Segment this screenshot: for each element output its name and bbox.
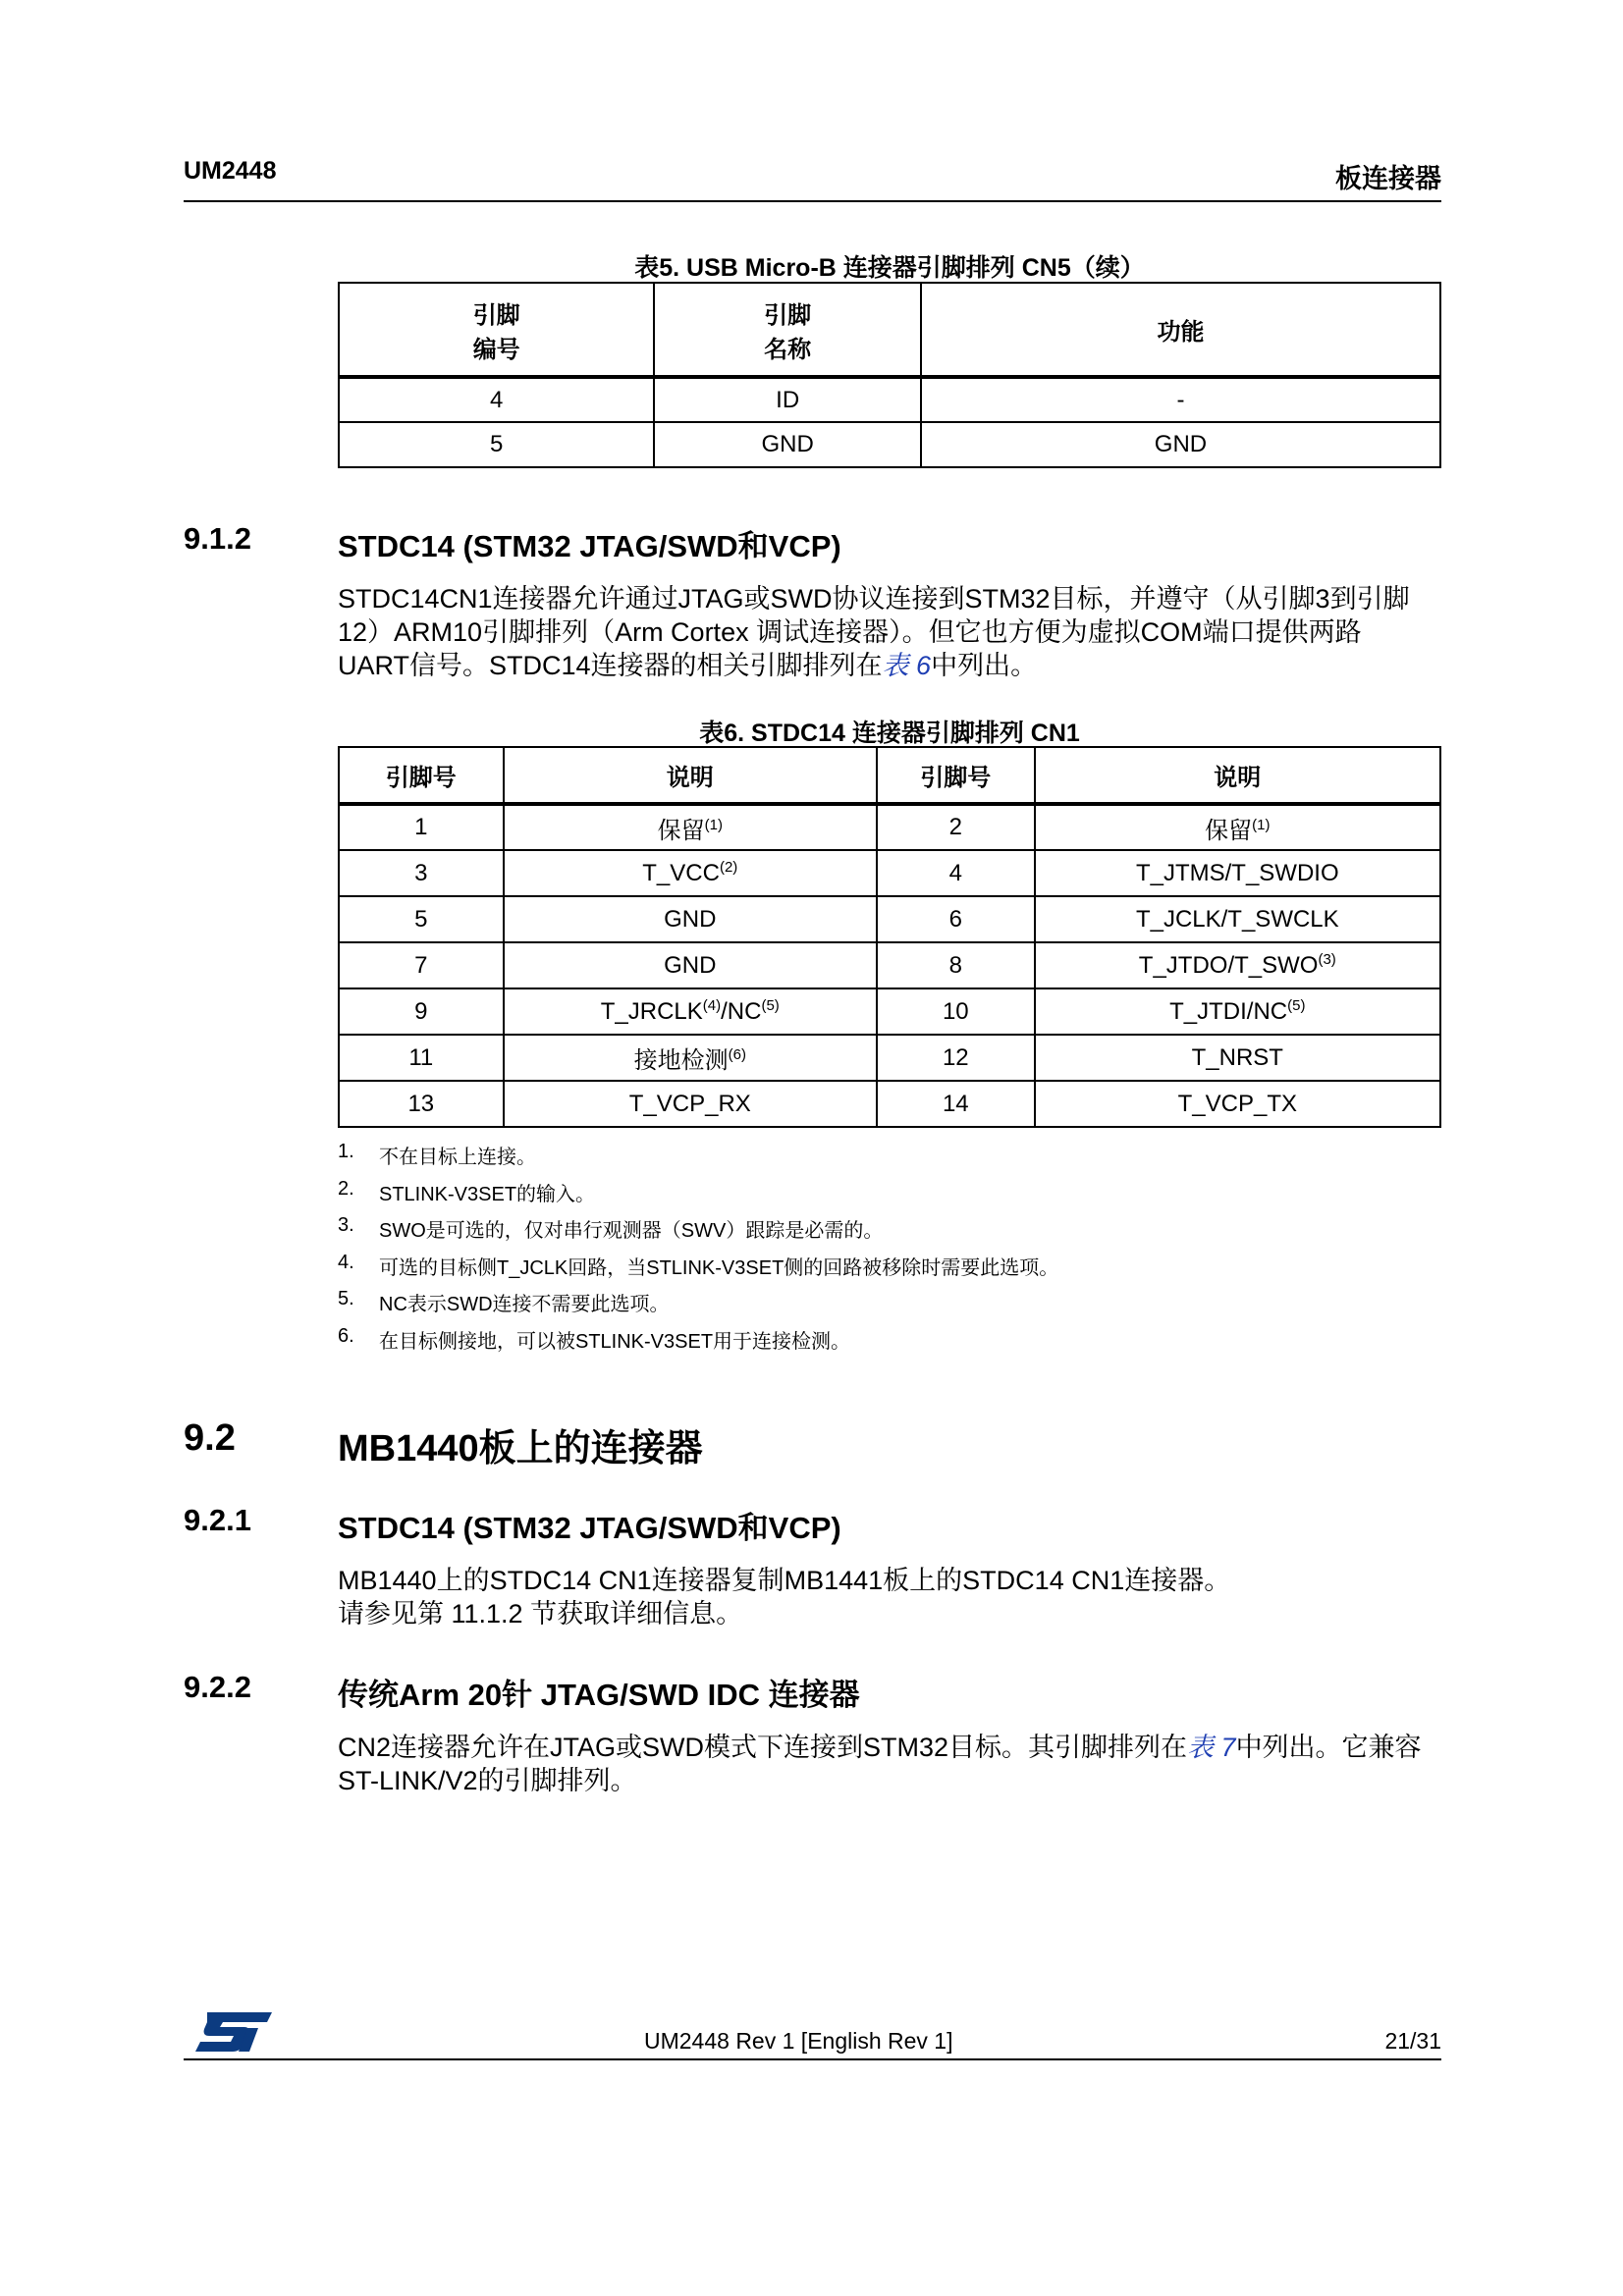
cell-text: T_JTDO/T_SWO [1138, 951, 1319, 979]
footnote-number: 5. [338, 1288, 354, 1309]
paragraph-line [338, 649, 1441, 682]
text: 中列出。 [931, 651, 1038, 680]
text: 中列出。它兼容 [1235, 1733, 1422, 1762]
table6-header-row [339, 747, 1440, 804]
table-cell: 10 [877, 988, 1035, 1035]
table-cell: 2 [877, 804, 1035, 850]
footnote-number: 3. [338, 1214, 354, 1236]
table6-link[interactable]: 表 6 [882, 651, 932, 680]
footnote-ref: (2) [719, 858, 738, 876]
table6-footnotes [338, 1141, 1441, 1362]
table5-header-function: 功能 [921, 283, 1440, 377]
table-cell: T_VCP_RX [504, 1081, 877, 1127]
header-line: 引脚 [472, 301, 520, 329]
table-cell: 11 [339, 1035, 504, 1081]
footnote-number: 6. [338, 1324, 354, 1347]
table-cell: 8 [877, 942, 1035, 988]
section-921-title: STDC14 (STM32 JTAG/SWD和VCP) [338, 1511, 841, 1545]
footnote-number: 1. [338, 1141, 354, 1162]
table-cell: GND [504, 942, 877, 988]
page-header [184, 157, 1441, 202]
section-922-number: 9.2.2 [184, 1670, 251, 1704]
footnote-ref: (1) [704, 816, 723, 833]
table-cell [1035, 942, 1440, 988]
table-cell: GND [654, 422, 921, 467]
table-cell: 4 [877, 850, 1035, 896]
paragraph-line: 请参见第 11.1.2 节获取详细信息。 [338, 1599, 743, 1629]
table6-header-desc-b: 说明 [1035, 747, 1440, 804]
table-cell: - [921, 377, 1440, 422]
table5-header-pin-number [339, 283, 654, 377]
table-cell [1035, 804, 1440, 850]
cell-text: /NC [721, 997, 762, 1025]
table-row [339, 942, 1440, 988]
table-cell: T_JCLK/T_SWCLK [1035, 896, 1440, 942]
table-row [339, 850, 1440, 896]
cell-text: 接地检测 [633, 1047, 729, 1074]
section-922-paragraph [338, 1731, 1441, 1797]
text: UART信号。STDC14连接器的相关引脚排列在 [338, 651, 883, 680]
table-cell: 5 [339, 422, 654, 467]
footnote-text: SWO是可选的，仅对串行观测器（SWV）跟踪是必需的。 [379, 1220, 884, 1242]
section-92-number: 9.2 [184, 1417, 236, 1459]
table6-header-desc-a: 说明 [504, 747, 877, 804]
section-912-paragraph [338, 582, 1441, 682]
paragraph-line: ST-LINK/V2的引脚排列。 [338, 1766, 637, 1795]
table-cell: 4 [339, 377, 654, 422]
table-cell [504, 850, 877, 896]
footer-divider [184, 2058, 1441, 2060]
footnote-number: 4. [338, 1251, 354, 1273]
footnote-ref: (3) [1318, 950, 1336, 968]
footnote-text: NC表示SWD连接不需要此选项。 [379, 1294, 670, 1315]
table-cell [504, 1035, 877, 1081]
section-921-paragraph [338, 1564, 1441, 1630]
table-row [339, 377, 1440, 422]
list-item [338, 1288, 1441, 1325]
table-cell: T_JTMS/T_SWDIO [1035, 850, 1440, 896]
list-item [338, 1325, 1441, 1362]
cell-text: 保留 [657, 817, 705, 844]
table-cell [1035, 988, 1440, 1035]
list-item [338, 1252, 1441, 1289]
text: CN2连接器允许在JTAG或SWD模式下连接到STM32目标。其引脚排列在 [338, 1733, 1188, 1762]
table-row [339, 896, 1440, 942]
section-921-number: 9.2.1 [184, 1503, 251, 1537]
table-cell: T_NRST [1035, 1035, 1440, 1081]
table5-caption: 表5. USB Micro-B 连接器引脚排列 CN5（续） [634, 254, 1145, 282]
document-revision: UM2448 Rev 1 [English Rev 1] [644, 2028, 953, 2054]
header-line: 引脚 [764, 301, 812, 329]
table-cell: 9 [339, 988, 504, 1035]
table-cell: 13 [339, 1081, 504, 1127]
table5-header-row [339, 283, 1440, 377]
table-row [339, 804, 1440, 850]
table-cell [504, 804, 877, 850]
paragraph-line [338, 1731, 1441, 1764]
table6-caption: 表6. STDC14 连接器引脚排列 CN1 [699, 720, 1080, 747]
table-cell: 7 [339, 942, 504, 988]
footnote-text: 可选的目标侧T_JCLK回路，当STLINK-V3SET侧的回路被移除时需要此选项。 [379, 1256, 1059, 1279]
table-cell: 14 [877, 1081, 1035, 1127]
table6-header-pin-a: 引脚号 [339, 747, 504, 804]
table-cell: 5 [339, 896, 504, 942]
footnote-text: STLINK-V3SET的输入。 [379, 1183, 596, 1205]
paragraph-line: STDC14CN1连接器允许通过JTAG或SWD协议连接到STM32目标，并遵守（从引脚3到引脚 [338, 584, 1410, 614]
page-number: 21/31 [1384, 2028, 1441, 2054]
table5-header-pin-name [654, 283, 921, 377]
footnote-ref: (6) [728, 1046, 746, 1063]
footnote-ref: (4) [702, 996, 722, 1014]
paragraph-line: 12）ARM10引脚排列（Arm Cortex 调试连接器）。但它也方便为虚拟COM端口提供两路 [338, 617, 1362, 647]
table-row [339, 1035, 1440, 1081]
cell-text: T_JTDI/NC [1169, 997, 1288, 1025]
table6-header-pin-b: 引脚号 [877, 747, 1035, 804]
header-line: 名称 [764, 336, 812, 363]
table-cell: GND [504, 896, 877, 942]
footnote-ref: (5) [1287, 996, 1306, 1014]
table-row [339, 422, 1440, 467]
table6 [338, 746, 1441, 1128]
paragraph-line: MB1440上的STDC14 CN1连接器复制MB1441板上的STDC14 CN1连接器。 [338, 1566, 1231, 1595]
table-cell: T_VCP_TX [1035, 1081, 1440, 1127]
section-92-title: MB1440板上的连接器 [338, 1428, 703, 1469]
footnote-number: 2. [338, 1177, 354, 1200]
cell-text: T_JRCLK [600, 997, 703, 1025]
table-cell: GND [921, 422, 1440, 467]
footnote-text: 在目标侧接地，可以被STLINK-V3SET用于连接检测。 [379, 1330, 851, 1353]
table-cell: 3 [339, 850, 504, 896]
st-logo-icon [193, 2008, 274, 2054]
table7-link[interactable]: 表 7 [1187, 1733, 1236, 1762]
footnote-text: 不在目标上连接。 [379, 1147, 536, 1168]
table-cell: 1 [339, 804, 504, 850]
cell-text: 保留 [1205, 817, 1253, 844]
header-line: 编号 [472, 336, 520, 363]
table-cell [504, 988, 877, 1035]
list-item [338, 1214, 1441, 1252]
table-row [339, 1081, 1440, 1127]
table-cell: ID [654, 377, 921, 422]
table-row [339, 988, 1440, 1035]
list-item [338, 1178, 1441, 1215]
list-item [338, 1141, 1441, 1178]
section-912-number: 9.1.2 [184, 521, 251, 556]
footnote-ref: (1) [1252, 816, 1271, 833]
table-cell: 6 [877, 896, 1035, 942]
table5 [338, 282, 1441, 468]
section-912-title: STDC14 (STM32 JTAG/SWD和VCP) [338, 529, 841, 563]
document-id: UM2448 [184, 157, 277, 185]
section-header-title: 板连接器 [1335, 164, 1441, 193]
logo-text: ST [193, 2008, 195, 2009]
footnote-ref: (5) [761, 996, 780, 1014]
cell-text: T_VCC [642, 859, 720, 886]
section-922-title: 传统Arm 20针 JTAG/SWD IDC 连接器 [338, 1678, 860, 1712]
table-cell: 12 [877, 1035, 1035, 1081]
